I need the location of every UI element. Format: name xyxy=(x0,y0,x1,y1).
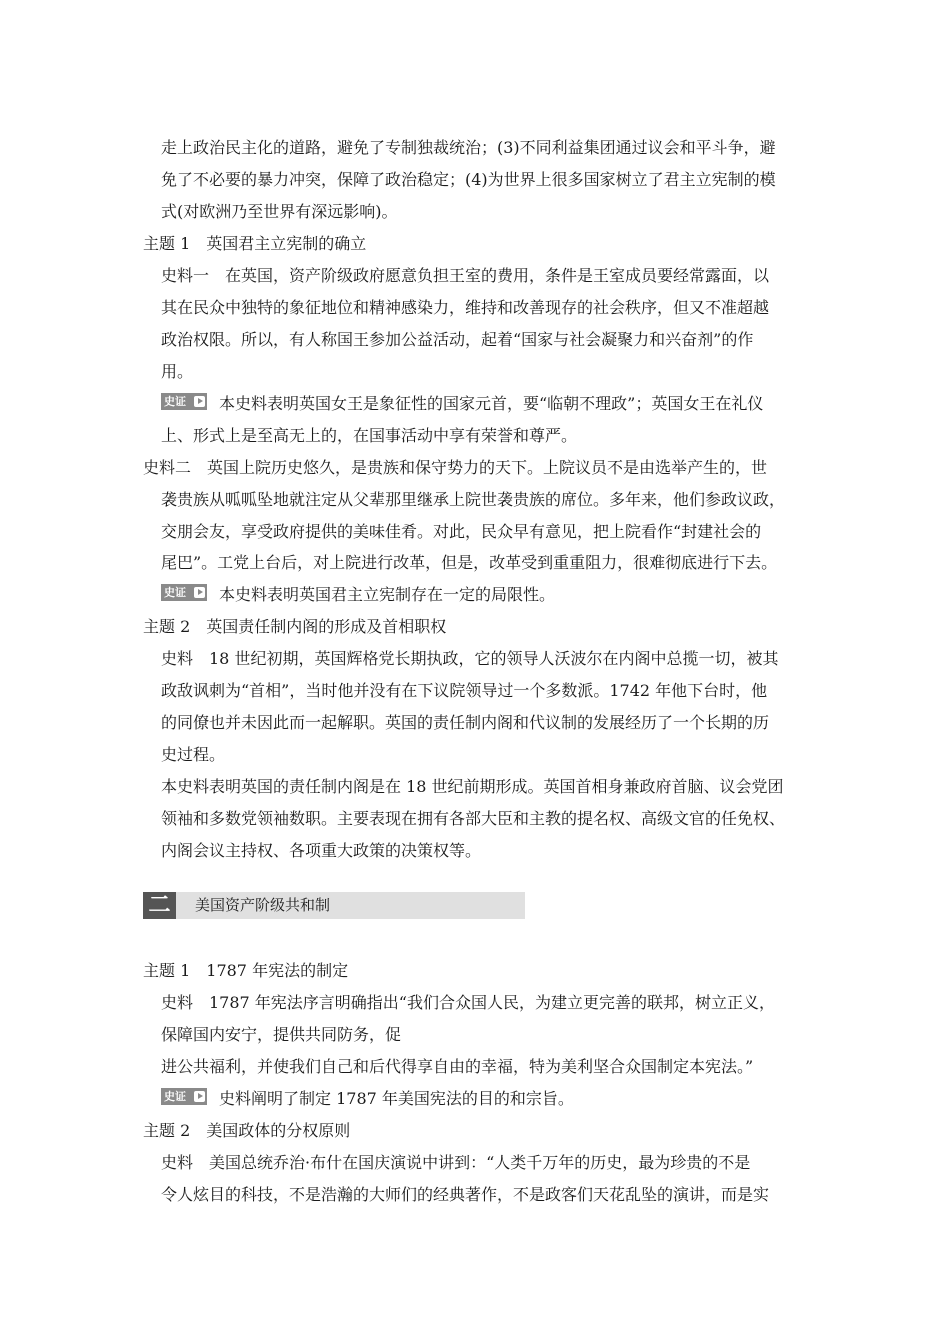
paragraph-line: 史过程。 xyxy=(161,745,226,764)
paragraph-line: 用。 xyxy=(161,362,194,381)
paragraph-line: 走上政治民主化的道路，避免了专制独裁统治；(3)不同利益集团通过议会和平斗争，避 xyxy=(161,138,776,157)
arrow-icon xyxy=(194,396,205,407)
topic-heading: 主题 1 英国君主立宪制的确立 xyxy=(143,234,367,253)
evidence-badge xyxy=(161,1088,207,1105)
paragraph-line: 进公共福利，并使我们自己和后代得享自由的幸福，特为美利坚合众国制定本宪法。” xyxy=(161,1057,754,1076)
paragraph-line: 的同僚也并未因此而一起解职。英国的责任制内阁和代议制的发展经历了一个长期的历 xyxy=(161,713,770,732)
paragraph-line: 史料一 在英国，资产阶级政府愿意负担王室的费用，条件是王室成员要经常露面，以 xyxy=(161,266,770,285)
paragraph-line: 史料 美国总统乔治·布什在国庆演说中讲到：“人类千万年的历史，最为珍贵的不是 xyxy=(161,1153,751,1172)
section-title: 美国资产阶级共和制 xyxy=(195,896,331,914)
section-number: 二 xyxy=(143,892,176,919)
paragraph-line: 袭贵族从呱呱坠地就注定从父辈那里继承上院世袭贵族的席位。多年来，他们参政议政， xyxy=(161,490,786,509)
paragraph-line: 政敌讽刺为“首相”，当时他并没有在下议院领导过一个多数派。1742 年他下台时，他 xyxy=(161,681,768,700)
arrow-icon xyxy=(194,1091,205,1102)
arrow-icon xyxy=(194,587,205,598)
paragraph-line: 史料 18 世纪初期，英国辉格党长期执政，它的领导人沃波尔在内阁中总揽一切，被其 xyxy=(161,649,779,668)
topic-heading: 主题 1 1787 年宪法的制定 xyxy=(143,961,349,980)
evidence-text: 本史料表明英国君主立宪制存在一定的局限性。 xyxy=(219,585,556,604)
paragraph-line: 免了不必要的暴力冲突，保障了政治稳定；(4)为世界上很多国家树立了君主立宪制的模 xyxy=(161,170,776,189)
paragraph-line: 领袖和多数党领袖数职。主要表现在拥有各部大臣和主教的提名权、高级文官的任免权、 xyxy=(161,809,786,828)
topic-heading: 主题 2 美国政体的分权原则 xyxy=(143,1121,351,1140)
paragraph-line: 内阁会议主持权、各项重大政策的决策权等。 xyxy=(161,841,482,860)
paragraph-line: 史料二 英国上院历史悠久，是贵族和保守势力的天下。上院议员不是由选举产生的，世 xyxy=(143,458,768,477)
badge-label: 史证 xyxy=(164,395,186,408)
paragraph-line: 史料 1787 年宪法序言明确指出“我们合众国人民，为建立更完善的联邦，树立正义， xyxy=(161,993,775,1012)
evidence-badge xyxy=(161,393,207,410)
paragraph-line: 政治权限。所以，有人称国王参加公益活动，起着“国家与社会凝聚力和兴奋剂”的作 xyxy=(161,330,754,349)
paragraph-line: 令人炫目的科技，不是浩瀚的大师们的经典著作，不是政客们天花乱坠的演讲，而是实 xyxy=(161,1185,770,1204)
evidence-text: 本史料表明英国女王是象征性的国家元首，要“临朝不理政”；英国女王在礼仪 xyxy=(219,394,764,413)
paragraph-line: 其在民众中独特的象征地位和精神感染力，维持和改善现存的社会秩序，但又不准超越 xyxy=(161,298,770,317)
badge-label: 史证 xyxy=(164,586,186,599)
badge-label: 史证 xyxy=(164,1090,186,1103)
paragraph-line: 本史料表明英国的责任制内阁是在 18 世纪前期形成。英国首相身兼政府首脑、议会党团 xyxy=(161,777,784,796)
paragraph-line: 式(对欧洲乃至世界有深远影响)。 xyxy=(161,202,398,221)
evidence-text: 上、形式上是至高无上的，在国事活动中享有荣誉和尊严。 xyxy=(161,426,578,445)
section-header xyxy=(143,892,525,919)
topic-heading: 主题 2 英国责任制内阁的形成及首相职权 xyxy=(143,617,447,636)
paragraph-line: 保障国内安宁，提供共同防务，促 xyxy=(161,1025,402,1044)
evidence-text: 史料阐明了制定 1787 年美国宪法的目的和宗旨。 xyxy=(219,1089,574,1108)
evidence-badge xyxy=(161,584,207,601)
paragraph-line: 交朋会友，享受政府提供的美味佳肴。对此，民众早有意见，把上院看作“封建社会的 xyxy=(161,522,762,541)
paragraph-line: 尾巴”。工党上台后，对上院进行改革，但是，改革受到重重阻力，很难彻底进行下去。 xyxy=(161,553,778,572)
